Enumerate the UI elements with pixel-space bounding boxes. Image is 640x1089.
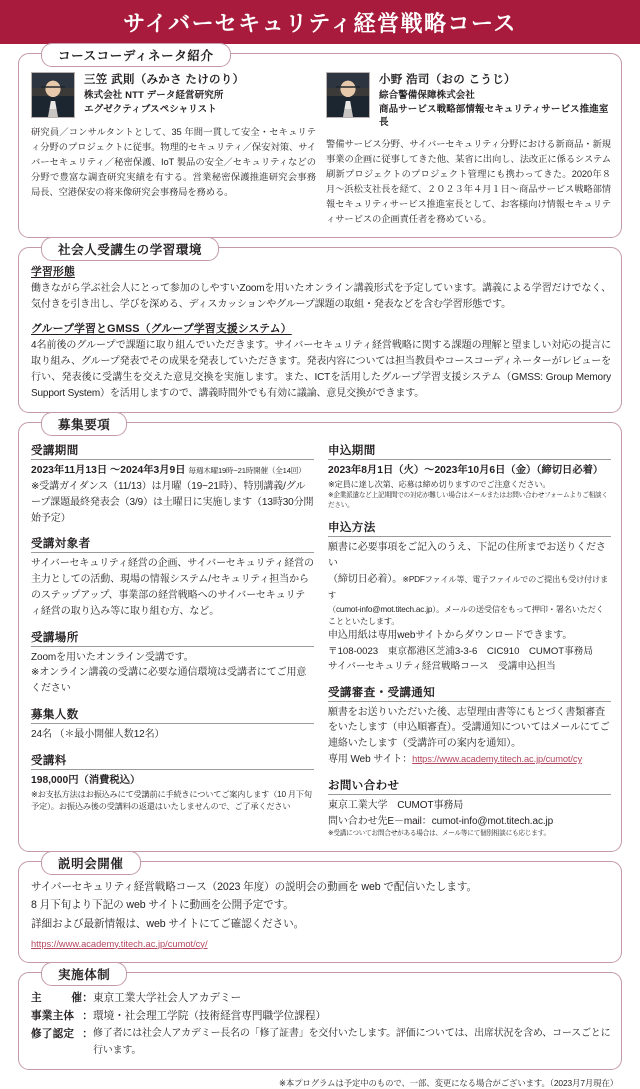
field-label: 受講場所 (31, 629, 314, 647)
organization-key-colon: ： (82, 1027, 93, 1040)
organization-row-value: 環境・社会理工学院（技術経営専門職学位課程） (93, 1009, 327, 1022)
coordinator-org-line1: 株式会社 NTT データ経営研究所 (84, 90, 224, 102)
coordinator-photo (326, 72, 370, 118)
field-value: 2023年8月1日（火）～2023年10月6日（金）（締切日必着） (328, 464, 604, 476)
application-method-line1: 願書に必要事項をご記入のうえ、下記の住所までお送りください (328, 542, 606, 570)
contact-email-row (328, 814, 611, 830)
field-capacity (31, 706, 314, 743)
field-application-period (328, 442, 611, 510)
requirements-left-column (31, 442, 314, 841)
field-value: 24名 （＊最小開催人数12名） (31, 728, 165, 740)
section-title-coordinator: コースコーディネータ紹介 (41, 43, 231, 67)
field-target-audience (31, 535, 314, 619)
contact-email-value[interactable]: cumot-info@mot.titech.ac.jp (431, 815, 554, 827)
organization-key-colon: 催： (71, 991, 93, 1004)
course-period-schedule: 毎週木曜19時~21時開催（全14回） (188, 465, 306, 475)
contact-note: ※受講についてお問合せがある場合は、メール等にて個別相談にも応じます。 (328, 830, 550, 838)
page-title: サイバーセキュリティ経営戦略コース (123, 10, 517, 36)
web-site-row (328, 752, 611, 768)
field-label: 受講審査・受講通知 (328, 684, 611, 702)
section-coordinator (18, 49, 622, 238)
field-venue (31, 629, 314, 697)
field-note: ※お支払方法はお振込みにて受講前に手続きについてご案内します（10 月下旬予定）。お振込み後の受講料の返還はいたしませんので、ご了承ください (31, 789, 312, 811)
coordinator-bio: 研究員／コンサルタントとして、35 年間一貫して安全・セキュリティ分野のプロジェクトに従事。物理的セキュリティ／保安対策、サイバーセキュリティ／秘密保護、IoT 製品の安全／セキュリティなどの分野で豊富な調査研究実績を有する。営業秘密保護推進研究会事務局長、空港保安の将来像研究会事務局を務める。 (31, 127, 316, 198)
web-site-label: 専用 Web サイト： (328, 753, 413, 765)
coordinator-org-line2: エグゼクティブスペシャリスト (84, 103, 217, 115)
organization-key-text: 修了認定 (31, 1027, 75, 1040)
section-title-learning-environment: 社会人受講生の学習環境 (41, 237, 219, 261)
field-course-period (31, 442, 314, 526)
field-note: ※定員に達し次第、応募は締め切りますのでご注意ください。 (328, 479, 551, 489)
field-note: ※受講ガイダンス（11/13）は月曜（19~21時）、特別講義/グループ課題最終発表会（3/9）は土曜日に実施します（13時30分開始予定） (31, 480, 314, 524)
briefing-line: サイバーセキュリティ経営戦略コース（2023 年度）の説明会の動画を web で配信いたします。 (31, 880, 477, 893)
section-learning-environment (18, 242, 622, 413)
organization-row-value: 修了者には社会人アカデミー長名の「修了証書」を交付いたします。評価については、出席状況を含め、コースごとに行います。 (93, 1027, 611, 1057)
field-label: 申込期間 (328, 442, 611, 460)
learning-block (31, 264, 611, 313)
field-note: ※オンライン講義の受講に必要な通信環境は受講者にてご用意ください (31, 667, 307, 695)
briefing-line: 8 月下旬より下記の web サイトに動画を公開予定です。 (31, 899, 294, 912)
organization-row (31, 989, 611, 1007)
field-value (31, 463, 314, 479)
application-method-email-note: （cumot-info@mot.titech.ac.jp）。メールの送受信をもって押印・署名いただくことといたします。 (328, 604, 604, 626)
learning-block-text: 4名前後のグループで課題に取り組んでいただきます。サイバーセキュリティ経営戦略に関する課題の理解と望ましい対応の提言に取り組み、グループ発表でその成果を発表していただきます。発表内容については担当教員やコースコーディネーターがレビューを行い、発表後に受講生を交えた意見交換を実施します。また、ICTを活用したグループ学習支援システム（GMSS: Group Memory Support System）を活用しますので、講義時間外でも有効に議論、意見交換ができます。 (31, 339, 611, 399)
learning-block-heading: 学習形態 (31, 265, 75, 278)
field-label: 受講期間 (31, 442, 314, 460)
briefing-url-link[interactable]: https://www.academy.titech.ac.jp/cumot/cy/ (31, 938, 208, 949)
organization-row (31, 1025, 611, 1059)
coordinator-photo (31, 72, 75, 118)
section-briefing (18, 856, 622, 963)
organization-row-key (31, 989, 93, 1007)
web-site-link[interactable]: https://www.academy.titech.ac.jp/cumot/cy (412, 753, 582, 764)
field-label: 受講対象者 (31, 535, 314, 553)
contact-email-label: 問い合わせ先E－mail： (328, 815, 432, 827)
application-method-download: 申込用紙は専用webサイトからダウンロードできます。 (328, 630, 573, 642)
learning-block-heading: グループ学習とGMSS（グループ学習支援システム） (31, 322, 292, 335)
organization-key-text: 事業主体 (31, 1009, 75, 1022)
briefing-line: 詳細および最新情報は、web サイトにてご確認ください。 (31, 917, 305, 930)
application-address-line1: 〒108-0023 東京都港区芝浦3-3-6 CIC910 CUMOT事務局 (328, 645, 593, 657)
coordinator-org-line1: 綜合警備保障株式会社 (379, 90, 476, 102)
learning-block-text: 働きながら学ぶ社会人にとって参加のしやすいZoomを用いたオンライン講義形式を予定しています。講義による学習だけでなく、気付きを引き出し、学びを深める、ディスカッションやグループ課題の取組・発表などを含む学習形態です。 (31, 282, 611, 310)
section-organization (18, 967, 622, 1071)
field-label: お問い合わせ (328, 777, 611, 795)
coordinator-card (326, 72, 611, 227)
section-title-briefing: 説明会開催 (41, 851, 141, 875)
field-application-method (328, 519, 611, 674)
coordinator-name: 小野 浩司（おの こうじ） (379, 74, 516, 86)
section-title-requirements: 募集要項 (41, 412, 127, 436)
organization-row-value: 東京工業大学社会人アカデミー (93, 991, 242, 1004)
deadline-text: （締切日必着）。 (328, 573, 403, 585)
field-note-secondary: ※企業派遣など上記期間での対応が難しい場合はメールまたはお問い合わせフォームよりご相談ください。 (328, 492, 608, 509)
organization-row-key (31, 1025, 93, 1059)
field-value: 願書をお送りいただいた後、志望理由書等にもとづく書類審査をいたします（申込順審査）。受講通知についてはメールにてご連絡いたします（受講許可の案内を通知）。 (328, 706, 610, 750)
page-header-banner (0, 0, 640, 44)
pdf-note: ※PDFファイル等、電子ファイルでのご提出も受け付けます (328, 574, 609, 600)
application-method-line2 (328, 572, 611, 604)
page-footnote: ※本プログラムは予定中のもので、一部、変更になる場合がございます。（2023月7月現在） (278, 1078, 618, 1089)
requirements-right-column (328, 442, 611, 841)
learning-block (31, 321, 611, 402)
field-contact (328, 777, 611, 839)
coordinator-name: 三笠 武則（みかさ たけのり） (84, 74, 245, 86)
course-period-dates: 2023年11月13日 ～2024年3月9日 (31, 464, 186, 476)
field-tuition (31, 752, 314, 814)
coordinator-card (31, 72, 316, 227)
organization-row-key (31, 1007, 93, 1025)
field-value: Zoomを用いたオンライン受講です。 (31, 651, 194, 663)
field-label: 申込方法 (328, 519, 611, 537)
field-value: 198,000円（消費税込） (31, 774, 141, 786)
field-label: 受講料 (31, 752, 314, 770)
coordinator-bio: 警備サービス分野、サイバーセキュリティ分野における新商品・新規事業の企画に従事してきた他、某省に出向し、法改正に係るシステム刷新プロジェクトのプロジェクト管理にも携わってきた。2020年８月〜浜松支社長を経て、２０２３年４月１日〜商品サービス戦略部情報セキュリティサービス推進室長として、お客様向け情報セキュリティサービスの企画責任者を務めている。 (326, 138, 611, 224)
organization-key-text: 主 (31, 991, 42, 1004)
organization-row (31, 1007, 611, 1025)
application-address-line2: サイバーセキュリティ経営戦略コース 受講申込担当 (328, 661, 556, 673)
coordinator-org-line2: 商品サービス戦略部情報セキュリティサービス推進室長 (379, 103, 609, 129)
field-value: サイバーセキュリティ経営の企画、サイバーセキュリティ経営の主力としての活動、現場の情報システム/セキュリティ担当からのステップアップ、事業部の経営戦略へのサイバーセキュリティ経営の取り込み等に取り組む方、など。 (31, 558, 314, 617)
field-label: 募集人数 (31, 706, 314, 724)
contact-office: 東京工業大学 CUMOT事務局 (328, 799, 464, 811)
field-screening-notification (328, 684, 611, 768)
organization-key-colon: ： (82, 1009, 93, 1022)
section-title-organization: 実施体制 (41, 962, 127, 986)
section-requirements (18, 417, 622, 852)
